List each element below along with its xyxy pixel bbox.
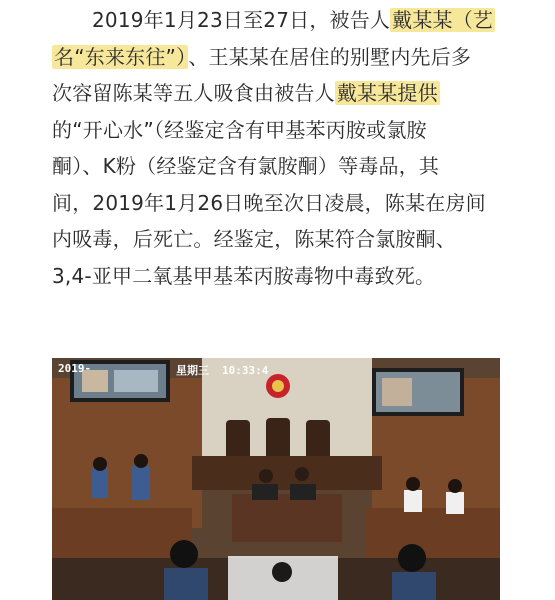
- courtroom-photo: [52, 358, 500, 600]
- video-weekday: 星期三: [176, 364, 209, 377]
- text-line-3: 次容留陈某等五人吸食由被告人 戴某某提供: [52, 81, 438, 105]
- video-time: 10:33:4: [222, 364, 269, 377]
- text-line-7: 内吸毒，后死亡。经鉴定，陈某符合氯胺酮、: [52, 227, 456, 251]
- courtroom-illustration: [52, 358, 500, 600]
- highlight: 戴某某提供: [336, 81, 438, 105]
- judge-bench: [192, 456, 382, 490]
- text-line-8: 3,4-亚甲二氧基甲基苯丙胺毒物中毒致死。: [52, 263, 436, 288]
- text-line-1: 2019年1月23日至27日，被告人 戴某某（艺: [92, 8, 494, 32]
- video-timestamp: 2019-: [58, 362, 92, 375]
- text-line-5: 酮）、K粉（经鉴定含有氯胺酮）等毒品，其: [52, 154, 440, 178]
- text-line-6: 间，2019年1月26日晚至次日凌晨，陈某在房间: [52, 190, 486, 215]
- text-line-4: 的“开心水”（经鉴定含有甲基苯丙胺或氯胺: [52, 117, 427, 142]
- highlight: 名“东来东往”）: [54, 44, 187, 69]
- text-line-2: 名“东来东往”） 、王某某在居住的别墅内先后多: [54, 44, 472, 69]
- article-text: [52, 2, 507, 294]
- highlight: 戴某某（艺: [392, 8, 494, 32]
